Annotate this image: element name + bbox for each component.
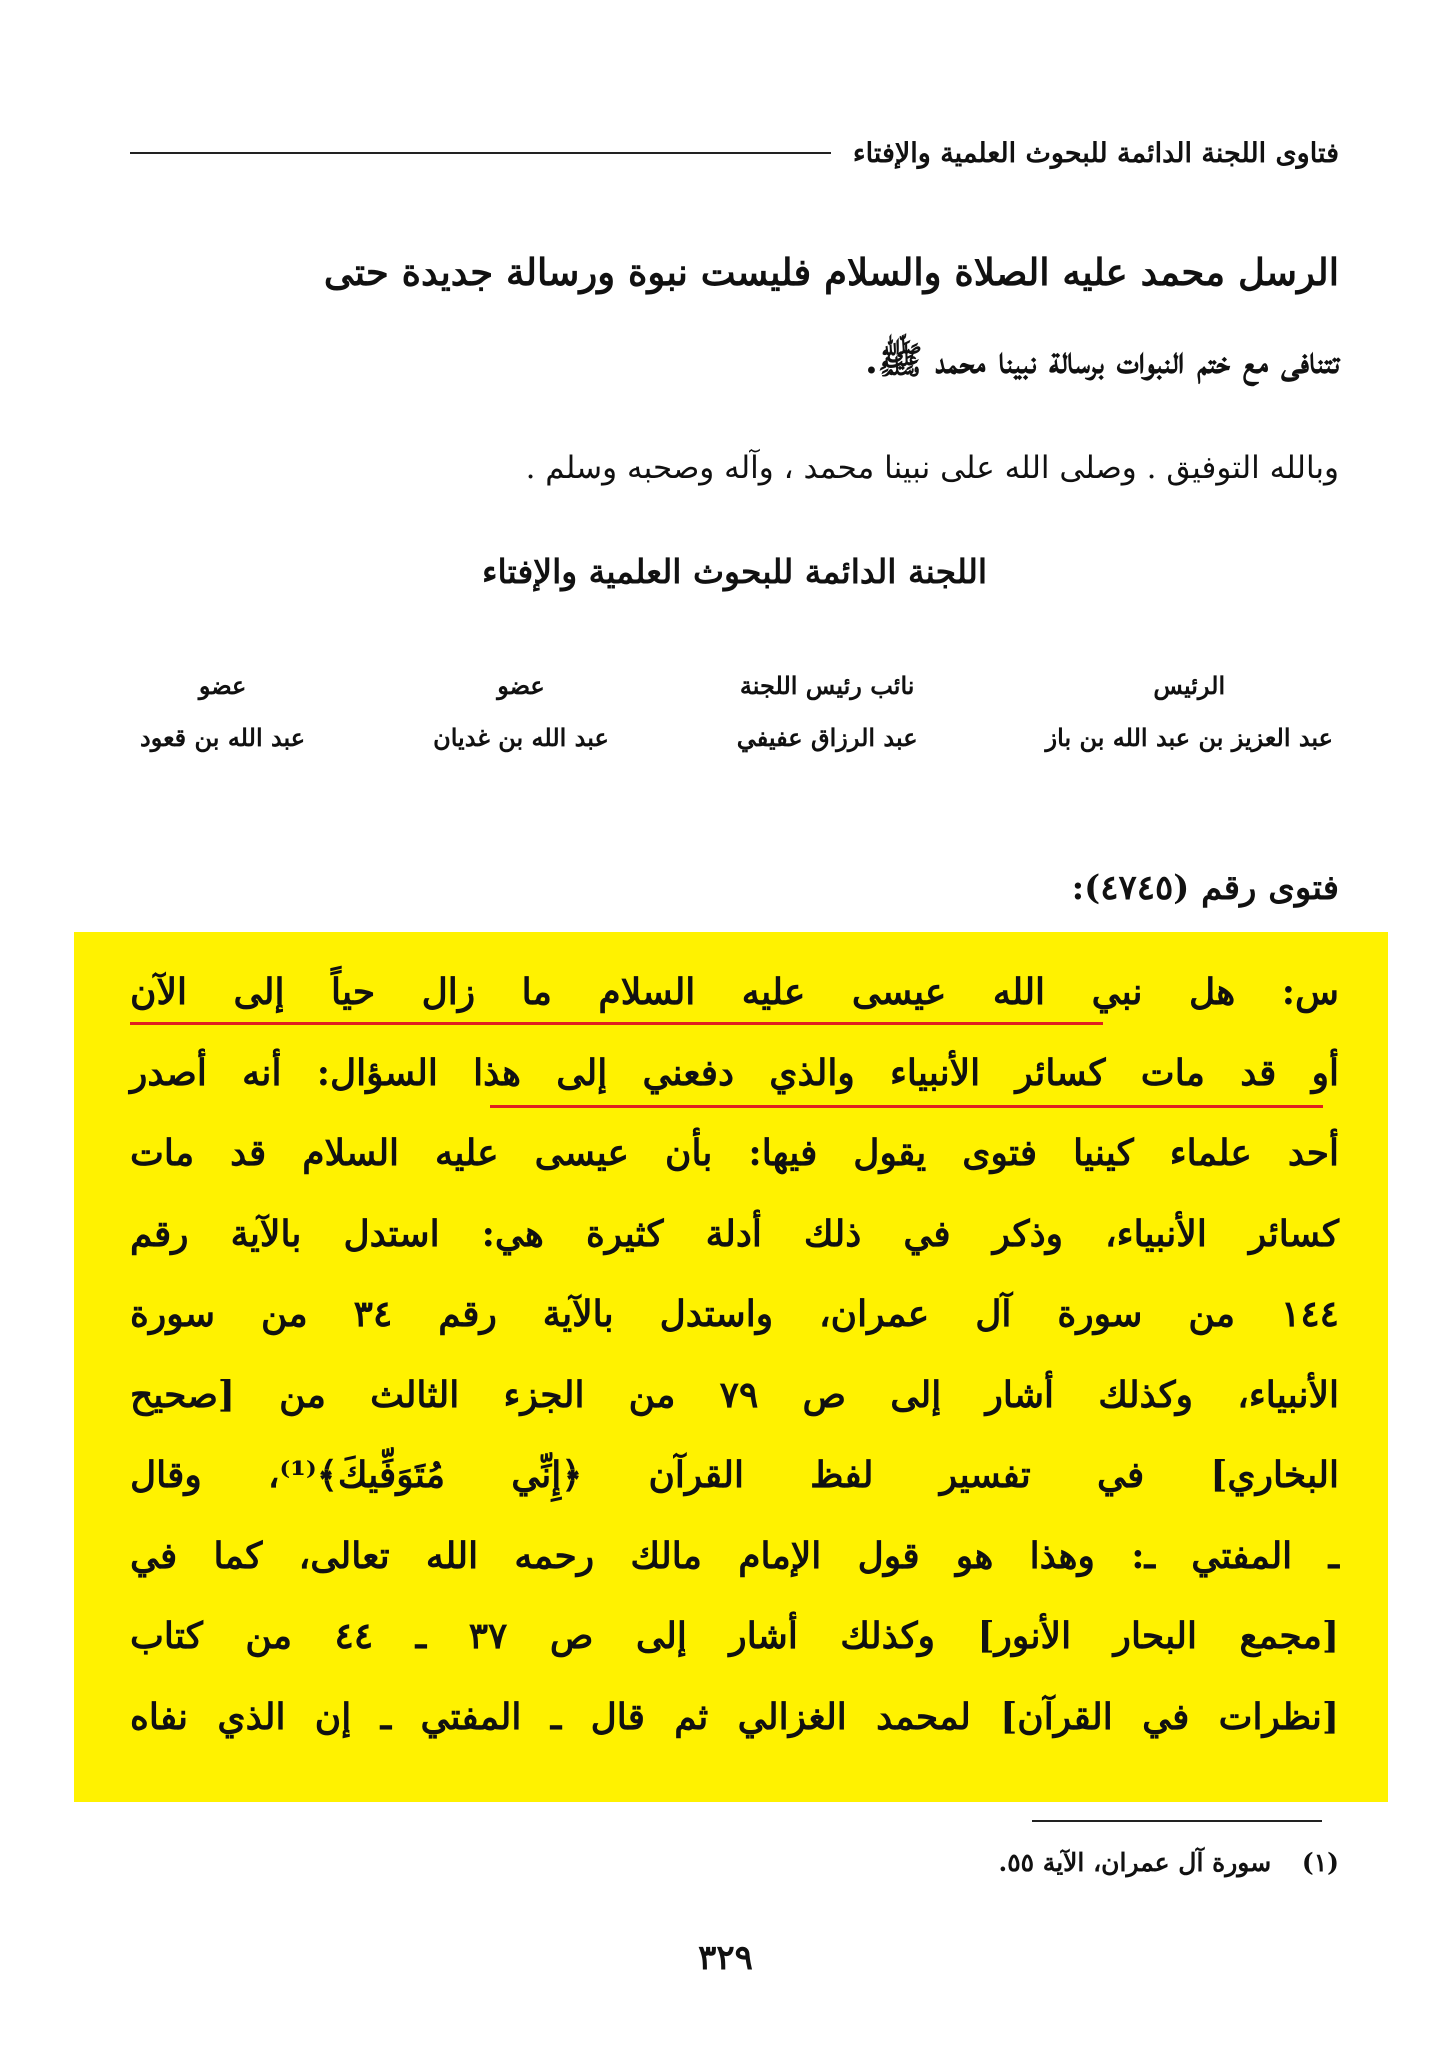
question-line: س: هل نبي الله عيسى عليه السلام ما زال حياً إلى الآن (130, 971, 1339, 1013)
question-line: كسائر الأنبياء، وذكر في ذلك أدلة كثيرة هي: استدل بالآية رقم (130, 1212, 1339, 1255)
signatories (140, 664, 1333, 768)
signatory-name: عبد العزيز بن عبد الله بن باز (1045, 723, 1333, 752)
intro-paragraph (130, 228, 1339, 404)
signatory-name: عبد الله بن غديان (433, 723, 609, 752)
page-number: ٣٢٩ (698, 1938, 753, 1978)
running-head (130, 128, 1339, 178)
committee-title: اللجنة الدائمة للبحوث العلمية والإفتاء (481, 552, 988, 591)
signatory-member (433, 664, 609, 768)
intro-line: الرسل محمد عليه الصلاة والسلام فليست نبوة ورسالة جديدة حتى (323, 250, 1339, 294)
question-line: الأنبياء، وكذلك أشار إلى ص ٧٩ من الجزء الثالث من [صحيح (130, 1373, 1339, 1416)
question-line: أحد علماء كينيا فتوى يقول فيها: بأن عيسى عليه السلام قد مات (130, 1132, 1339, 1174)
signatory-role: عضو (497, 671, 545, 700)
footnote-text: سورة آل عمران، الآية ٥٥. (998, 1848, 1272, 1877)
signatory-role: الرئيس (1153, 671, 1226, 700)
question-line: أو قد مات كسائر الأنبياء والذي دفعني إلى هذا السؤال: أنه أصدر (130, 1051, 1339, 1094)
footnote-mark: (١) (1301, 1848, 1339, 1877)
running-head-title: فتاوى اللجنة الدائمة للبحوث العلمية والإفتاء (852, 137, 1339, 169)
intro-line: تتنافى مع ختم النبوات برسالة نبينا محمد ﷺ. (864, 338, 1339, 382)
question-line: البخاري] في تفسير لفظ القرآن ﴿إِنِّي مُتَوَفِّيكَ﴾⁽¹⁾، وقال (130, 1454, 1339, 1496)
running-head-rule (130, 152, 831, 154)
signatory-vice-president (737, 664, 918, 768)
closing-formula: وبالله التوفيق . وصلى الله على نبينا محمد ، وآله وصحبه وسلم . (525, 450, 1339, 486)
signatory-name: عبد الرزاق عفيفي (736, 723, 918, 752)
signatory-role: عضو (198, 671, 247, 700)
question-line: [نظرات في القرآن] لمحمد الغزالي ثم قال ـ المفتي ـ إن الذي نفاه (130, 1695, 1339, 1738)
question-line: ١٤٤ من سورة آل عمران، واستدل بالآية رقم ٣٤ من سورة (130, 1293, 1339, 1335)
signatory-member (140, 664, 305, 768)
question-paragraph (130, 952, 1339, 1757)
signatory-president (1046, 664, 1333, 768)
signatory-role: نائب رئيس اللجنة (739, 671, 915, 700)
fatwa-number-heading: فتوى رقم (٤٧٤٥): (1071, 868, 1339, 908)
footnote-rule (1032, 1820, 1322, 1822)
question-line: [مجمع البحار الأنور] وكذلك أشار إلى ص ٣٧ ـ ٤٤ من كتاب (130, 1615, 1339, 1657)
signatory-name: عبد الله بن قعود (140, 723, 306, 752)
question-line: ـ المفتي ـ: وهذا هو قول الإمام مالك رحمه الله تعالى، كما في (130, 1534, 1339, 1577)
footnote (999, 1848, 1339, 1877)
